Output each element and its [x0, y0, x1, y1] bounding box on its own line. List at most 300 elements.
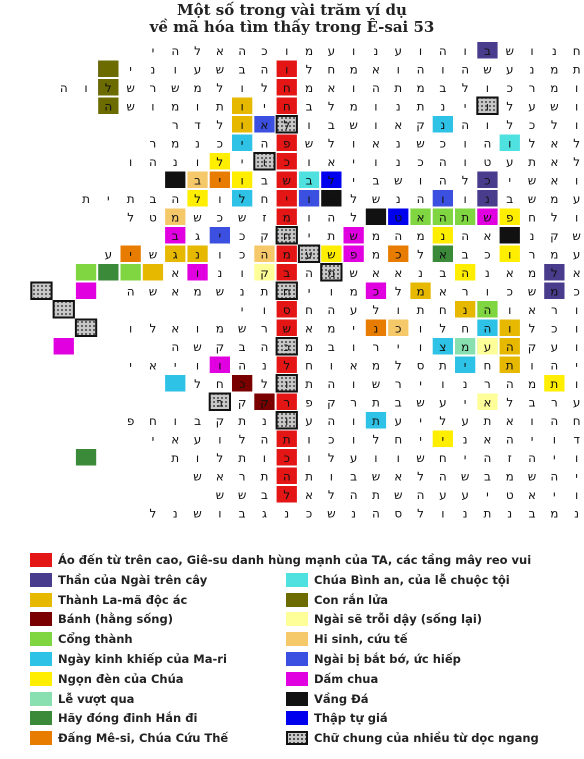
- grid-letter: ל: [550, 117, 558, 132]
- grid-letter: ע: [349, 302, 358, 317]
- legend-label: Vầng Đá: [314, 691, 369, 706]
- grid-letter: ל: [104, 80, 112, 95]
- grid-letter: נ: [172, 154, 178, 169]
- grid-letter: מ: [215, 321, 224, 336]
- grid-letter: א: [171, 265, 180, 280]
- grid-letter: ה: [505, 432, 514, 447]
- grid-letter: נ: [373, 43, 379, 58]
- grid-letter: א: [528, 302, 537, 317]
- grid-letter: ו: [173, 62, 177, 77]
- grid-letter: ע: [439, 487, 447, 502]
- grid-letter: ת: [572, 62, 581, 77]
- legend-label: Ngày kinh khiếp của Ma-ri: [58, 652, 227, 666]
- grid-letter: ל: [327, 136, 335, 151]
- grid-letter: ש: [349, 265, 358, 280]
- grid-letter: ו: [575, 376, 579, 391]
- grid-letter: ש: [193, 210, 202, 225]
- grid-letter: ה: [483, 302, 492, 317]
- grid-letter: ר: [350, 395, 358, 410]
- grid-letter: ל: [573, 154, 581, 169]
- grid-letter: ח: [282, 284, 291, 299]
- grid-letter: נ: [462, 506, 468, 521]
- grid-letter: ש: [237, 210, 247, 225]
- legend-swatch: [30, 652, 52, 666]
- grid-letter: ק: [215, 413, 225, 428]
- grid-letter: ר: [149, 136, 157, 151]
- grid-letter: א: [483, 432, 492, 447]
- grid-letter: ל: [550, 265, 558, 280]
- grid-letter: ל: [283, 358, 291, 373]
- grid-letter: כ: [305, 506, 313, 521]
- grid-letter: ב: [483, 469, 491, 484]
- grid-letter: מ: [171, 136, 180, 151]
- grid-letter: ש: [572, 228, 581, 243]
- grid-letter: י: [352, 154, 355, 169]
- grid-letter: ש: [126, 99, 135, 114]
- grid-letter: ל: [194, 43, 201, 58]
- grid-letter: כ: [238, 228, 246, 243]
- grid-letter: מ: [371, 358, 381, 373]
- grid-letter: ח: [461, 321, 470, 336]
- grid-letter: ק: [237, 395, 247, 410]
- grid-letter: נ: [418, 265, 423, 280]
- grid-letter: א: [550, 173, 559, 188]
- grid-letter: כ: [439, 136, 447, 151]
- grid-letter: ש: [416, 136, 425, 151]
- grid-letter: י: [463, 450, 467, 465]
- grid-letter: מ: [461, 339, 470, 354]
- grid-letter: ל: [461, 80, 469, 95]
- grid-letter: א: [349, 358, 358, 373]
- grid-letter: א: [171, 284, 180, 299]
- grid-letter: י: [396, 339, 400, 354]
- grid-letter: נ: [150, 62, 156, 77]
- highlight-cell: [76, 283, 96, 300]
- grid-letter: ו: [575, 450, 579, 465]
- grid-letter: ש: [193, 469, 202, 484]
- grid-letter: ס: [282, 302, 291, 317]
- legend-item: [286, 728, 539, 748]
- grid-letter: ה: [416, 62, 425, 77]
- legend-item: [30, 609, 173, 629]
- grid-letter: ת: [483, 413, 492, 428]
- grid-letter: ו: [575, 302, 579, 317]
- grid-letter: ה: [260, 247, 269, 262]
- grid-letter: א: [327, 80, 336, 95]
- grid-letter: י: [129, 62, 132, 77]
- grid-letter: ו: [508, 136, 512, 151]
- grid-letter: ו: [218, 506, 222, 521]
- grid-letter: י: [218, 228, 222, 243]
- grid-letter: ט: [149, 210, 157, 225]
- legend-swatch: [30, 612, 52, 626]
- grid-letter: ל: [261, 376, 268, 391]
- grid-letter: י: [352, 173, 355, 188]
- grid-letter: י: [173, 358, 177, 373]
- grid-letter: א: [327, 191, 336, 206]
- grid-letter: נ: [373, 321, 379, 336]
- grid-letter: כ: [372, 284, 380, 299]
- grid-letter: ג: [195, 228, 201, 243]
- grid-letter: ה: [282, 469, 291, 484]
- grid-letter: ו: [307, 117, 311, 132]
- grid-letter: ו: [240, 80, 244, 95]
- grid-letter: כ: [551, 321, 558, 336]
- grid-letter: א: [550, 136, 559, 151]
- legend-label: Thành La-mã độc ác: [58, 592, 188, 607]
- grid-letter: י: [486, 487, 489, 502]
- grid-letter: ח: [438, 302, 447, 317]
- legend-swatch: [30, 672, 52, 686]
- grid-letter: ה: [260, 136, 269, 151]
- grid-letter: נ: [462, 376, 468, 391]
- legend-item: [286, 708, 388, 728]
- grid-letter: ר: [238, 469, 246, 484]
- grid-letter: ה: [505, 339, 514, 354]
- grid-letter: ש: [304, 136, 314, 151]
- grid-letter: א: [394, 117, 403, 132]
- grid-letter: ח: [394, 432, 403, 447]
- legend-item: [30, 550, 531, 570]
- grid-letter: ה: [438, 154, 447, 169]
- grid-letter: ב: [260, 487, 268, 502]
- grid-letter: כ: [506, 284, 513, 299]
- grid-letter: כ: [261, 43, 268, 58]
- grid-letter: ב: [528, 395, 536, 410]
- grid-letter: ח: [572, 43, 581, 58]
- grid-letter: א: [528, 487, 537, 502]
- grid-letter: ה: [416, 191, 425, 206]
- grid-letter: ש: [282, 173, 292, 188]
- grid-letter: א: [371, 265, 380, 280]
- grid-letter: ה: [260, 432, 269, 447]
- grid-letter: מ: [416, 284, 425, 299]
- grid-letter: ה: [327, 413, 336, 428]
- grid-letter: מ: [282, 247, 291, 262]
- grid-letter: ט: [505, 487, 514, 502]
- grid-letter: ו: [240, 265, 244, 280]
- grid-letter: ו: [173, 413, 177, 428]
- legend-swatch: [30, 573, 52, 587]
- grid-letter: ת: [238, 450, 247, 465]
- grid-letter: א: [483, 228, 492, 243]
- legend-swatch: [286, 692, 308, 706]
- legend-swatch: [286, 632, 308, 646]
- grid-letter: ו: [352, 432, 356, 447]
- grid-letter: מ: [171, 210, 180, 225]
- grid-letter: ב: [439, 265, 447, 280]
- legend-item: [286, 590, 388, 610]
- grid-letter: ש: [349, 117, 358, 132]
- grid-letter: ת: [550, 376, 559, 391]
- grid-letter: י: [285, 191, 289, 206]
- grid-letter: ת: [372, 395, 380, 410]
- grid-letter: ת: [238, 413, 247, 428]
- grid-letter: כ: [506, 80, 513, 95]
- grid-letter: א: [394, 265, 403, 280]
- grid-letter: י: [419, 413, 422, 428]
- grid-letter: ע: [461, 487, 469, 502]
- grid-letter: ל: [149, 321, 157, 336]
- grid-letter: נ: [262, 413, 267, 428]
- legend-label: Lễ vượt qua: [58, 691, 135, 706]
- legend-item: [286, 689, 368, 709]
- grid-letter: ה: [305, 265, 313, 280]
- grid-letter: ו: [262, 154, 267, 169]
- legend-label: Ngài bị bắt bớ, ức hiếp: [314, 652, 461, 666]
- legend-label: Bánh (hằng sống): [58, 612, 173, 627]
- grid-letter: ו: [329, 358, 333, 373]
- grid-letter: ו: [441, 376, 445, 391]
- grid-letter: ש: [193, 339, 202, 354]
- grid-letter: מ: [371, 247, 381, 262]
- grid-letter: א: [394, 469, 403, 484]
- grid-letter: ח: [260, 191, 269, 206]
- grid-letter: ת: [416, 302, 425, 317]
- grid-letter: ה: [416, 487, 425, 502]
- grid-letter: ו: [151, 99, 155, 114]
- grid-letter: ה: [394, 228, 403, 243]
- grid-letter: מ: [550, 80, 559, 95]
- grid-letter: ו: [329, 284, 333, 299]
- legend-item: [286, 669, 378, 689]
- grid-letter: ל: [238, 432, 246, 447]
- grid-letter: מ: [304, 80, 314, 95]
- grid-letter: ו: [463, 136, 467, 151]
- grid-letter: א: [305, 487, 314, 502]
- grid-letter: מ: [304, 339, 314, 354]
- legend-item: [286, 629, 408, 649]
- grid-letter: ו: [575, 173, 579, 188]
- grid-letter: ר: [528, 80, 536, 95]
- legend-item: [30, 728, 228, 748]
- grid-letter: ל: [439, 413, 447, 428]
- grid-letter: י: [553, 487, 556, 502]
- grid-letter: ב: [238, 506, 246, 521]
- grid-letter: ו: [530, 43, 534, 58]
- legend-swatch: [286, 612, 308, 626]
- grid-letter: ה: [438, 173, 447, 188]
- grid-letter: י: [463, 358, 467, 373]
- grid-letter: ו: [575, 117, 579, 132]
- grid-letter: ו: [374, 117, 378, 132]
- grid-letter: ה: [327, 210, 336, 225]
- grid-letter: ע: [572, 191, 581, 206]
- grid-letter: ש: [237, 487, 247, 502]
- grid-letter: ו: [530, 358, 534, 373]
- legend-swatch: [286, 731, 308, 745]
- grid-letter: ע: [572, 247, 581, 262]
- grid-letter: א: [550, 154, 559, 169]
- legend-item: [30, 689, 134, 709]
- grid-letter: ש: [215, 284, 225, 299]
- grid-letter: א: [215, 43, 224, 58]
- grid-letter: ש: [349, 228, 358, 243]
- grid-letter: ו: [307, 191, 311, 206]
- grid-letter: מ: [282, 210, 291, 225]
- grid-letter: ל: [216, 80, 224, 95]
- grid-letter: ו: [195, 450, 200, 465]
- grid-letter: ע: [193, 62, 202, 77]
- grid-letter: ל: [194, 191, 201, 206]
- grid-letter: מ: [550, 506, 559, 521]
- grid-letter: מ: [349, 284, 358, 299]
- grid-letter: ב: [483, 43, 491, 58]
- legend-item: [30, 570, 207, 590]
- grid-letter: כ: [484, 247, 491, 262]
- legend-swatch: [30, 593, 52, 607]
- grid-letter: ו: [396, 302, 400, 317]
- grid-letter: ל: [394, 358, 402, 373]
- grid-letter: ח: [305, 302, 313, 317]
- grid-letter: ח: [282, 228, 291, 243]
- grid-letter: ע: [483, 339, 492, 354]
- grid-letter: ו: [374, 99, 378, 114]
- grid-letter: ל: [261, 80, 268, 95]
- grid-letter: ו: [262, 302, 267, 317]
- grid-letter: ש: [327, 506, 336, 521]
- grid-letter: ק: [550, 228, 559, 243]
- grid-letter: ע: [327, 43, 336, 58]
- grid-letter: ל: [350, 191, 358, 206]
- grid-letter: ו: [352, 80, 356, 95]
- grid-letter: א: [371, 136, 380, 151]
- legend-item: [286, 609, 482, 629]
- grid-letter: ו: [374, 450, 378, 465]
- grid-letter: י: [463, 395, 467, 410]
- grid-letter: ו: [441, 62, 445, 77]
- grid-letter: ס: [416, 358, 425, 373]
- grid-letter: ה: [505, 376, 514, 391]
- grid-letter: ו: [508, 247, 512, 262]
- legend-label: Chữ chung của nhiều từ dọc ngang: [314, 731, 539, 746]
- grid-letter: ש: [416, 395, 425, 410]
- grid-letter: י: [419, 432, 422, 447]
- grid-letter: ו: [218, 358, 222, 373]
- grid-letter: ב: [260, 173, 268, 188]
- grid-letter: ת: [260, 469, 269, 484]
- grid-letter: ת: [461, 210, 470, 225]
- grid-letter: י: [463, 99, 467, 114]
- grid-letter: ש: [460, 469, 470, 484]
- grid-letter: נ: [262, 358, 267, 373]
- grid-letter: א: [215, 469, 224, 484]
- grid-letter: ש: [393, 487, 403, 502]
- grid-letter: מ: [371, 228, 381, 243]
- grid-letter: ש: [327, 247, 336, 262]
- grid-letter: ל: [573, 136, 581, 151]
- grid-letter: ש: [527, 284, 537, 299]
- grid-letter: ח: [438, 450, 447, 465]
- legend: [0, 548, 584, 759]
- legend-swatch: [286, 593, 308, 607]
- grid-letter: כ: [238, 247, 246, 262]
- grid-letter: ל: [283, 487, 291, 502]
- grid-letter: ו: [195, 358, 200, 373]
- grid-letter: ע: [104, 247, 113, 262]
- grid-letter: ת: [126, 191, 135, 206]
- grid-letter: ב: [238, 62, 246, 77]
- grid-letter: ו: [129, 154, 133, 169]
- grid-letter: י: [553, 450, 556, 465]
- grid-letter: ה: [550, 358, 559, 373]
- grid-letter: ח: [282, 99, 291, 114]
- grid-letter: כ: [573, 284, 580, 299]
- grid-letter: ה: [461, 265, 470, 280]
- grid-letter: נ: [172, 506, 178, 521]
- grid-letter: ש: [148, 247, 158, 262]
- grid-letter: ו: [374, 210, 378, 225]
- grid-letter: ק: [527, 339, 537, 354]
- grid-letter: א: [505, 413, 514, 428]
- highlight-cell: [121, 264, 141, 281]
- highlight-cell: [31, 283, 51, 300]
- grid-letter: נ: [529, 62, 535, 77]
- grid-letter: ו: [240, 99, 244, 114]
- grid-letter: ו: [418, 321, 423, 336]
- legend-item: [30, 629, 133, 649]
- grid-letter: ר: [394, 376, 402, 391]
- grid-letter: ח: [327, 62, 336, 77]
- grid-letter: ל: [216, 154, 224, 169]
- grid-letter: ת: [260, 284, 269, 299]
- grid-letter: ה: [483, 136, 492, 151]
- grid-letter: ל: [528, 321, 536, 336]
- grid-letter: ה: [59, 80, 68, 95]
- grid-letter: ח: [149, 413, 157, 428]
- grid-letter: ע: [461, 413, 469, 428]
- grid-letter: פ: [506, 210, 514, 225]
- grid-letter: ו: [575, 487, 579, 502]
- grid-letter: ב: [506, 191, 514, 206]
- grid-letter: ל: [149, 506, 157, 521]
- grid-letter: ו: [463, 43, 467, 58]
- grid-letter: ל: [350, 210, 358, 225]
- grid-letter: ל: [506, 395, 514, 410]
- grid-letter: ל: [305, 62, 313, 77]
- legend-item: [30, 708, 197, 728]
- legend-item: [30, 649, 227, 669]
- grid-letter: ש: [215, 487, 225, 502]
- grid-letter: ב: [216, 395, 224, 410]
- grid-letter: ק: [327, 395, 336, 410]
- grid-letter: ז: [262, 210, 267, 225]
- grid-letter: ב: [327, 339, 335, 354]
- grid-letter: ר: [550, 302, 558, 317]
- grid-letter: ו: [195, 154, 200, 169]
- grid-letter: ו: [352, 376, 356, 391]
- grid-letter: ס: [394, 506, 403, 521]
- grid-letter: ו: [285, 413, 289, 428]
- grid-letter: ה: [438, 469, 447, 484]
- grid-letter: ע: [505, 62, 514, 77]
- legend-swatch: [30, 731, 52, 745]
- grid-letter: כ: [238, 376, 246, 391]
- grid-letter: מ: [527, 376, 537, 391]
- grid-letter: ה: [438, 43, 447, 58]
- grid-letter: ו: [240, 117, 244, 132]
- grid-letter: ש: [393, 173, 403, 188]
- grid-letter: ו: [307, 210, 311, 225]
- grid-letter: כ: [395, 247, 402, 262]
- grid-letter: פ: [349, 247, 358, 262]
- grid-letter: ב: [372, 173, 380, 188]
- grid-letter: י: [218, 173, 222, 188]
- grid-letter: ב: [439, 80, 447, 95]
- grid-letter: ש: [527, 191, 537, 206]
- grid-letter: ק: [215, 339, 225, 354]
- grid-letter: ט: [483, 154, 492, 169]
